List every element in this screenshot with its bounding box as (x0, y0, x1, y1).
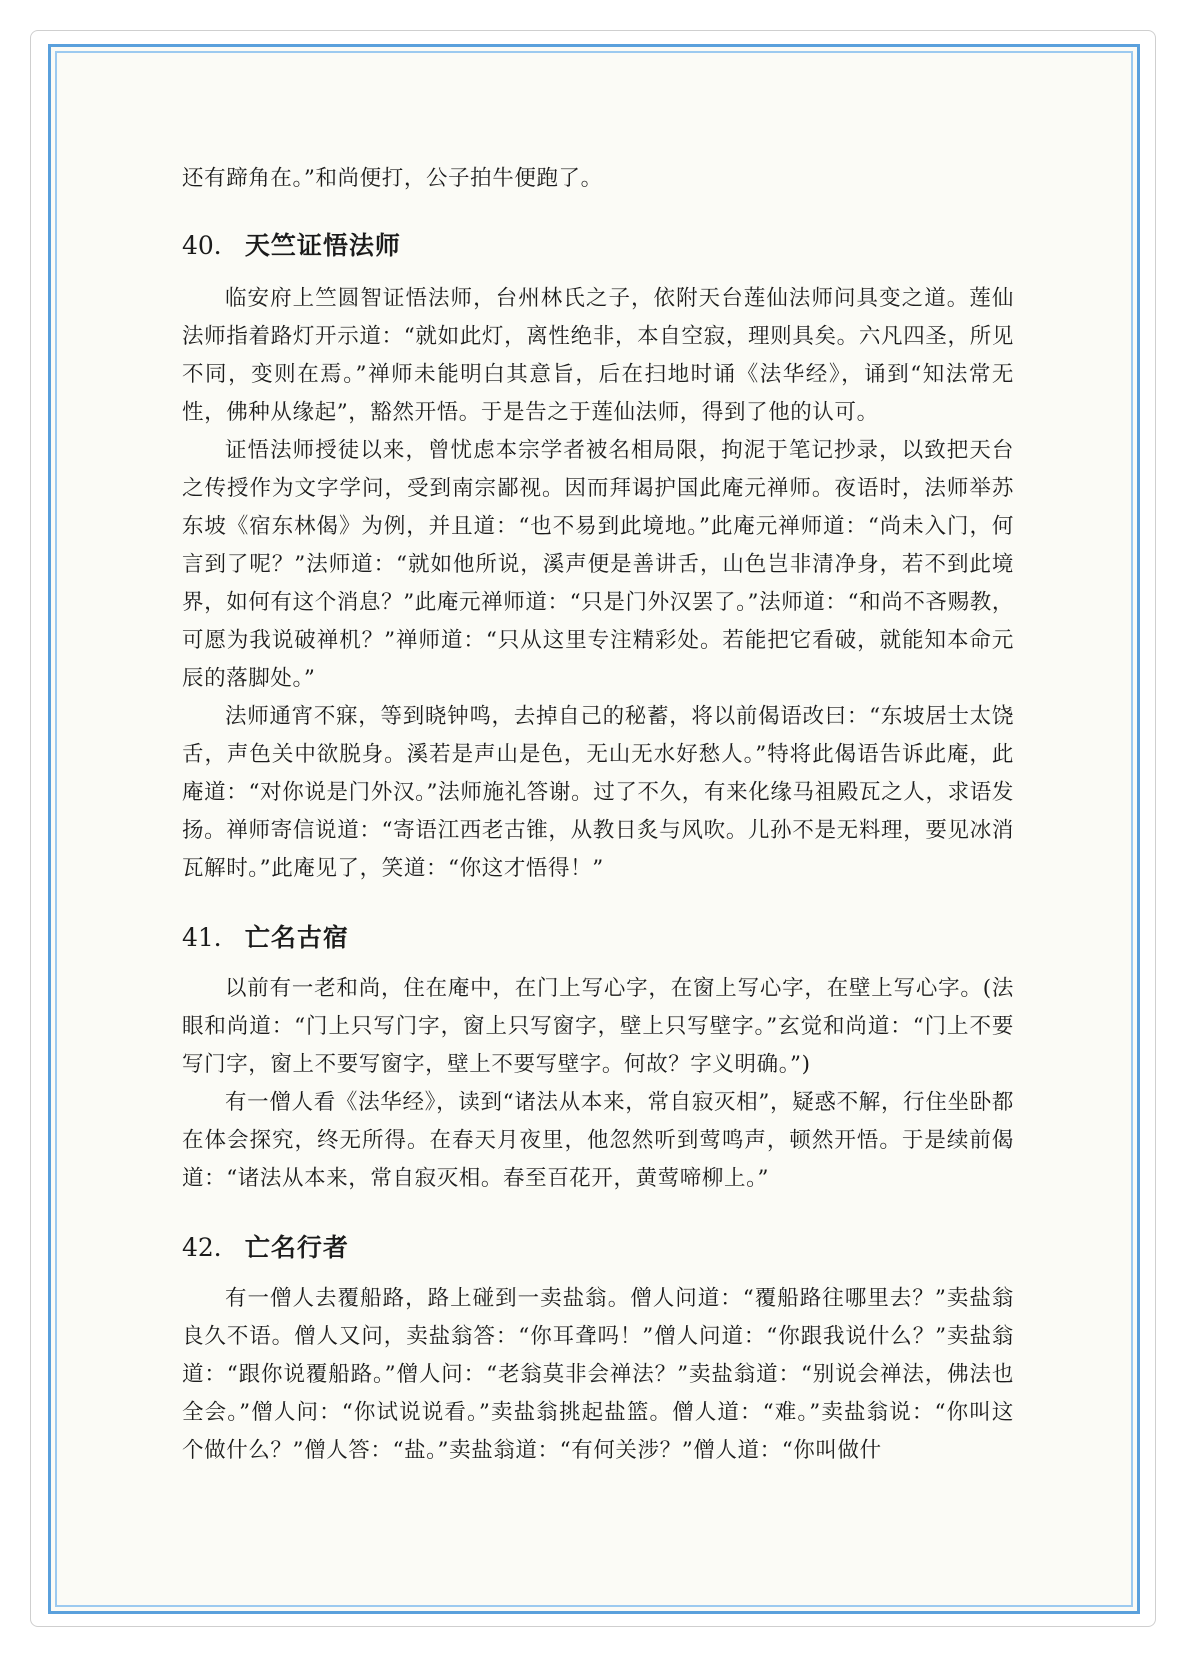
section-number: 42． (182, 1233, 239, 1262)
section-title: 天竺证悟法师 (244, 231, 401, 260)
paragraph: 证悟法师授徒以来，曾忧虑本宗学者被名相局限，拘泥于笔记抄录，以致把天台之传授作为文字学问，受到南宗鄙视。因而拜谒护国此庵元禅师。夜语时，法师举苏东坡《宿东林偈》为例，并且道：“也不易到此境地。”此庵元禅师道：“尚未入门，何言到了呢？”法师道：“就如他所说，溪声便是善讲舌，山色岂非清净身，若不到此境界，如何有这个消息？”此庵元禅师道：“只是门外汉罢了。”法师道：“和尚不吝赐教，可愿为我说破禅机？”禅师道：“只从这里专注精彩处。若能把它看破，就能知本命元辰的落脚处。” (182, 438, 1014, 691)
paragraph: 以前有一老和尚，住在庵中，在门上写心字，在窗上写心字，在壁上写心字。(法眼和尚道：“门上只写门字，窗上只写窗字，壁上只写壁字。”玄觉和尚道：“门上不要写门字，窗上不要写窗字，壁上不要写壁字。何故？字义明确。”) (182, 976, 1014, 1077)
section-title: 亡名古宿 (244, 923, 349, 952)
section-number: 40． (182, 231, 239, 260)
carryover-paragraph: 还有蹄角在。”和尚便打，公子拍牛便跑了。 (182, 166, 603, 191)
section-heading-40 (182, 226, 1014, 266)
section-number: 41． (182, 923, 239, 952)
paragraph: 临安府上竺圆智证悟法师，台州林氏之子，依附天台莲仙法师问具变之道。莲仙法师指着路灯开示道：“就如此灯，离性绝非，本自空寂，理则具矣。六凡四圣，所见不同，变则在焉。”禅师未能明白其意旨，后在扫地时诵《法华经》，诵到“知法常无性，佛种从缘起”，豁然开悟。于是告之于莲仙法师，得到了他的认可。 (182, 286, 1014, 425)
document-page (182, 160, 1014, 1560)
paragraph: 有一僧人去覆船路，路上碰到一卖盐翁。僧人问道：“覆船路往哪里去？”卖盐翁良久不语。僧人又问，卖盐翁答：“你耳聋吗！”僧人问道：“你跟我说什么？”卖盐翁道：“跟你说覆船路。”僧人问：“老翁莫非会禅法？”卖盐翁道：“别说会禅法，佛法也全会。”僧人问：“你试说说看。”卖盐翁挑起盐篮。僧人道：“难。”卖盐翁说：“你叫这个做什么？”僧人答：“盐。”卖盐翁道：“有何关涉？”僧人道：“你叫做什 (182, 1286, 1014, 1463)
section-heading-42 (182, 1228, 1014, 1268)
paragraph: 有一僧人看《法华经》，读到“诸法从本来，常自寂灭相”，疑惑不解，行住坐卧都在体会探究，终无所得。在春天月夜里，他忽然听到莺鸣声，顿然开悟。于是续前偈道：“诸法从本来，常自寂灭相。春至百花开，黄莺啼柳上。” (182, 1090, 1014, 1191)
section-heading-41 (182, 918, 1014, 958)
section-title: 亡名行者 (244, 1233, 349, 1262)
paragraph: 法师通宵不寐，等到晓钟鸣，去掉自己的秘蓄，将以前偈语改曰：“东坡居士太饶舌，声色关中欲脱身。溪若是声山是色，无山无水好愁人。”特将此偈语告诉此庵，此庵道：“对你说是门外汉。”法师施礼答谢。过了不久，有来化缘马祖殿瓦之人，求语发扬。禅师寄信说道：“寄语江西老古锥，从教日炙与风吹。儿孙不是无料理，要见冰消瓦解时。”此庵见了，笑道：“你这才悟得！” (182, 704, 1014, 881)
